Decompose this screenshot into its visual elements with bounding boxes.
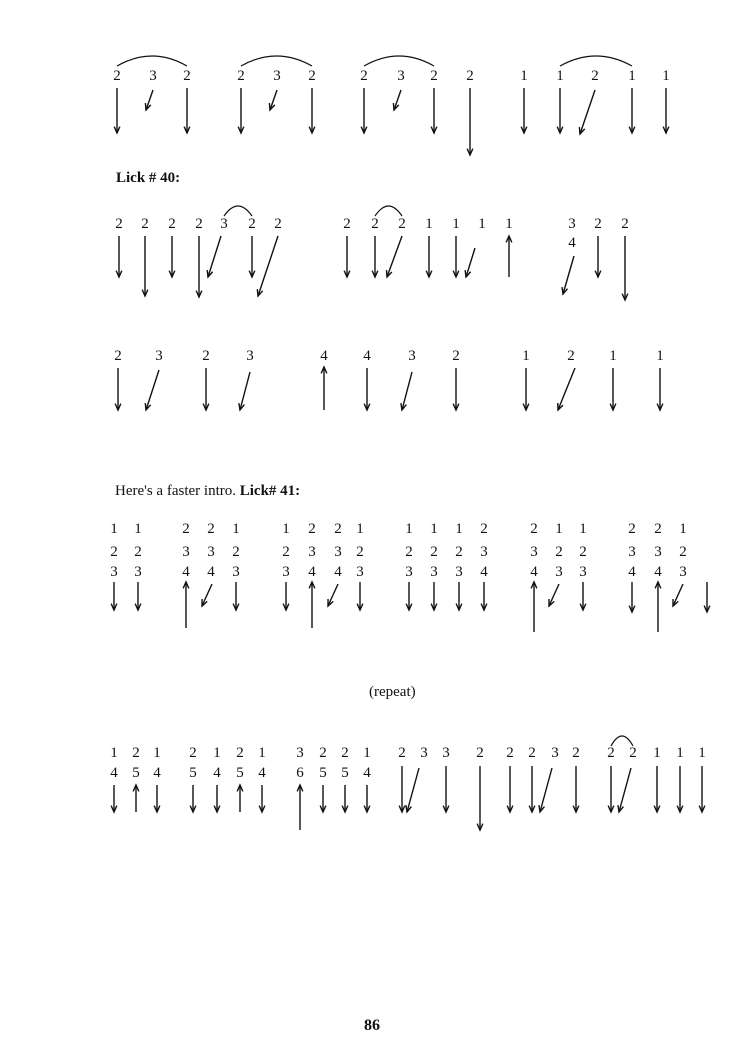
tab-hole-number: 2 [115, 216, 123, 232]
tab-hole-number: 4 [530, 564, 538, 580]
tab-hole-number: 3 [405, 564, 413, 580]
tab-hole-number: 1 [679, 521, 687, 537]
slur-arc [224, 206, 252, 216]
breath-arrow-shaft [549, 584, 559, 606]
tab-hole-number: 1 [153, 745, 161, 761]
tab-hole-number: 2 [207, 521, 215, 537]
tab-hole-number: 3 [308, 544, 316, 560]
tab-hole-number: 2 [282, 544, 290, 560]
tab-hole-number: 2 [371, 216, 379, 232]
tab-hole-number: 3 [296, 745, 304, 761]
tab-hole-number: 2 [248, 216, 256, 232]
tab-hole-number: 1 [356, 521, 364, 537]
lick-41-title: Lick# 41: [239, 483, 301, 499]
tab-hole-number: 2 [341, 745, 349, 761]
tab-hole-number: 2 [480, 521, 488, 537]
tab-hole-number: 5 [236, 765, 244, 781]
tab-hole-number: 2 [591, 68, 599, 84]
breath-arrow-shaft [240, 372, 250, 410]
tab-hole-number: 2 [607, 745, 615, 761]
lick-41-intro: Here's a faster intro. [115, 483, 236, 499]
tab-hole-number: 1 [609, 348, 617, 364]
tab-hole-number: 3 [232, 564, 240, 580]
tab-hole-number: 1 [579, 521, 587, 537]
tab-hole-number: 2 [319, 745, 327, 761]
tab-hole-number: 1 [653, 745, 661, 761]
lick-41-heading [115, 483, 300, 500]
tab-hole-number: 1 [478, 216, 486, 232]
tab-hole-number: 4 [182, 564, 190, 580]
tab-hole-number: 3 [654, 544, 662, 560]
tab-hole-number: 1 [698, 745, 706, 761]
tab-hole-number: 1 [258, 745, 266, 761]
slur-arc [241, 56, 312, 66]
tab-hole-number: 2 [182, 521, 190, 537]
tab-hole-number: 4 [363, 765, 371, 781]
tab-hole-number: 2 [168, 216, 176, 232]
tab-hole-number: 2 [405, 544, 413, 560]
tab-hole-number: 3 [110, 564, 118, 580]
tab-hole-number: 3 [530, 544, 538, 560]
tab-hole-number: 4 [308, 564, 316, 580]
tab-hole-number: 1 [110, 521, 118, 537]
tab-hole-number: 1 [662, 68, 670, 84]
tab-hole-number: 2 [360, 68, 368, 84]
tab-hole-number: 1 [676, 745, 684, 761]
tab-hole-number: 1 [505, 216, 513, 232]
tab-hole-number: 2 [572, 745, 580, 761]
tab-hole-number: 3 [555, 564, 563, 580]
breath-arrow-shaft [202, 584, 212, 606]
tab-hole-number: 3 [579, 564, 587, 580]
tab-hole-number: 2 [579, 544, 587, 560]
tab-hole-number: 1 [520, 68, 528, 84]
tab-hole-number: 2 [189, 745, 197, 761]
tab-hole-number: 5 [341, 765, 349, 781]
tab-hole-number: 2 [594, 216, 602, 232]
tab-hole-number: 2 [195, 216, 203, 232]
tab-hole-number: 1 [425, 216, 433, 232]
tab-hole-number: 3 [334, 544, 342, 560]
tab-hole-number: 2 [114, 348, 122, 364]
breath-arrow-shaft [558, 368, 575, 410]
breath-arrow-shaft [580, 90, 595, 134]
tab-hole-number: 2 [236, 745, 244, 761]
tab-hole-number: 3 [420, 745, 428, 761]
tab-hole-number: 2 [455, 544, 463, 560]
tab-hole-number: 2 [621, 216, 629, 232]
tab-hole-number: 3 [356, 564, 364, 580]
breath-arrow-shaft [208, 236, 221, 277]
tab-hole-number: 2 [628, 521, 636, 537]
breath-arrow-shaft [402, 372, 412, 410]
tab-hole-number: 5 [319, 765, 327, 781]
tab-hole-number: 2 [134, 544, 142, 560]
tab-hole-number: 4 [320, 348, 328, 364]
tab-hole-number: 2 [567, 348, 575, 364]
tab-hole-number: 4 [480, 564, 488, 580]
slur-arc [560, 56, 632, 66]
tab-hole-number: 1 [232, 521, 240, 537]
tab-hole-number: 3 [246, 348, 254, 364]
tab-hole-number: 2 [398, 216, 406, 232]
tab-hole-number: 4 [207, 564, 215, 580]
tab-hole-number: 2 [555, 544, 563, 560]
tab-hole-number: 3 [442, 745, 450, 761]
tab-hole-number: 2 [110, 544, 118, 560]
tab-hole-number: 1 [363, 745, 371, 761]
lick-40-title: Lick # 40: [116, 170, 181, 186]
tab-hole-number: 2 [530, 521, 538, 537]
page-number: 86 [364, 1017, 380, 1034]
breath-arrow-shaft [407, 768, 419, 812]
tab-hole-number: 5 [189, 765, 197, 781]
tab-hole-number: 2 [528, 745, 536, 761]
tab-hole-number: 4 [213, 765, 221, 781]
tab-hole-number: 1 [134, 521, 142, 537]
breath-arrow-shaft [258, 236, 278, 296]
tab-hole-number: 2 [334, 521, 342, 537]
slur-arc [117, 56, 187, 66]
tab-hole-number: 4 [568, 235, 576, 251]
tab-hole-number: 2 [679, 544, 687, 560]
tab-hole-number: 2 [202, 348, 210, 364]
tab-hole-number: 3 [149, 68, 157, 84]
tab-hole-number: 1 [556, 68, 564, 84]
tab-hole-number: 2 [232, 544, 240, 560]
tab-hole-number: 4 [654, 564, 662, 580]
tab-hole-number: 3 [628, 544, 636, 560]
tab-hole-number: 2 [629, 745, 637, 761]
tab-hole-number: 2 [356, 544, 364, 560]
slur-arc [375, 206, 402, 216]
tab-hole-number: 4 [258, 765, 266, 781]
tab-hole-number: 3 [273, 68, 281, 84]
breath-arrow-shaft [673, 584, 683, 606]
tab-hole-number: 4 [628, 564, 636, 580]
tab-hole-number: 1 [656, 348, 664, 364]
tab-hole-number: 3 [397, 68, 405, 84]
tab-hole-number: 3 [155, 348, 163, 364]
tab-hole-number: 1 [213, 745, 221, 761]
tab-hole-number: 2 [308, 68, 316, 84]
breath-arrow-shaft [619, 768, 631, 812]
tab-hole-number: 2 [113, 68, 121, 84]
tab-hole-number: 2 [654, 521, 662, 537]
tab-hole-number: 2 [343, 216, 351, 232]
tab-hole-number: 1 [430, 521, 438, 537]
tab-hole-number: 3 [134, 564, 142, 580]
tab-hole-number: 3 [568, 216, 576, 232]
tab-hole-number: 3 [408, 348, 416, 364]
breath-arrow-shaft [563, 256, 574, 294]
tab-hole-number: 6 [296, 765, 304, 781]
tab-hole-number: 3 [480, 544, 488, 560]
tab-hole-number: 2 [132, 745, 140, 761]
tab-hole-number: 2 [430, 544, 438, 560]
tab-hole-number: 2 [430, 68, 438, 84]
tab-hole-number: 1 [405, 521, 413, 537]
tab-hole-number: 3 [455, 564, 463, 580]
breath-arrow-shaft [146, 370, 159, 410]
tab-hole-number: 3 [220, 216, 228, 232]
repeat-label: (repeat) [369, 684, 416, 700]
tab-hole-number: 3 [182, 544, 190, 560]
tab-hole-number: 3 [551, 745, 559, 761]
tab-hole-number: 2 [237, 68, 245, 84]
tab-hole-number: 2 [308, 521, 316, 537]
tab-hole-number: 2 [466, 68, 474, 84]
breath-arrow-shaft [540, 768, 552, 812]
tab-hole-number: 2 [141, 216, 149, 232]
tab-hole-number: 1 [522, 348, 530, 364]
tab-hole-number: 2 [506, 745, 514, 761]
tab-hole-number: 1 [282, 521, 290, 537]
tab-hole-number: 5 [132, 765, 140, 781]
tab-hole-number: 1 [110, 745, 118, 761]
tab-hole-number: 3 [430, 564, 438, 580]
breath-arrow-shaft [328, 584, 338, 606]
tab-hole-number: 2 [452, 348, 460, 364]
tab-hole-number: 1 [628, 68, 636, 84]
tab-hole-number: 2 [274, 216, 282, 232]
tab-hole-number: 3 [282, 564, 290, 580]
slur-arc [364, 56, 434, 66]
tab-hole-number: 3 [207, 544, 215, 560]
tab-hole-number: 4 [334, 564, 342, 580]
tab-hole-number: 2 [476, 745, 484, 761]
breath-arrow-shaft [387, 236, 402, 277]
tab-hole-number: 3 [679, 564, 687, 580]
tab-hole-number: 1 [555, 521, 563, 537]
tab-hole-number: 4 [110, 765, 118, 781]
tab-hole-number: 1 [455, 521, 463, 537]
tab-hole-number: 4 [153, 765, 161, 781]
tab-hole-number: 1 [452, 216, 460, 232]
tab-hole-number: 2 [183, 68, 191, 84]
tab-hole-number: 2 [398, 745, 406, 761]
tab-hole-number: 4 [363, 348, 371, 364]
